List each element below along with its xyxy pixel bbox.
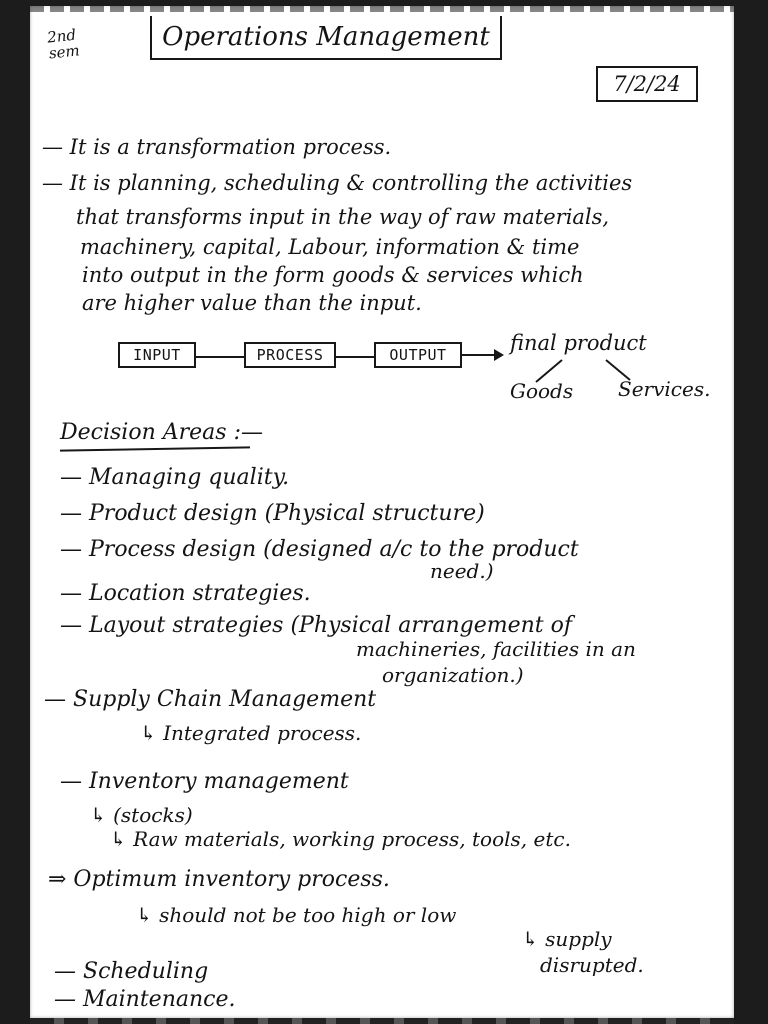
decision-item-scheduling: — Scheduling	[54, 959, 209, 984]
decision-areas-heading: Decision Areas :—	[60, 420, 263, 445]
page-title: Operations Management	[150, 16, 502, 60]
decision-item-location: — Location strategies.	[60, 581, 311, 606]
decision-item-layout: — Layout strategies (Physical arrangement of	[60, 613, 573, 638]
date-box: 7/2/24	[596, 66, 698, 102]
semester-note	[46, 26, 80, 61]
decision-item-supply-chain: — Supply Chain Management	[44, 687, 377, 712]
semester-number: 2nd	[46, 25, 77, 47]
goods-label: Goods	[510, 379, 574, 403]
final-product-label: final product	[510, 331, 647, 355]
decision-item-process-design: — Process design (designed a/c to the product	[60, 537, 579, 562]
decision-item-quality: — Managing quality.	[60, 465, 290, 490]
decision-item-inventory: — Inventory management	[60, 769, 349, 794]
definition-line-3: that transforms input in the way of raw materials,	[76, 205, 610, 229]
decision-item-optimum-inventory: ⇒ Optimum inventory process.	[48, 867, 390, 892]
decision-item-layout-cont-1: machineries, facilities in an	[356, 637, 636, 661]
decision-item-maintenance: — Maintenance.	[54, 987, 236, 1012]
definition-line-4: machinery, capital, Labour, information & time	[80, 235, 580, 259]
heading-underline	[60, 446, 250, 451]
decision-item-supply-chain-note: ↳ Integrated process.	[140, 721, 362, 745]
decision-item-layout-cont-2: organization.)	[382, 663, 524, 687]
definition-line-5: into output in the form goods & services which	[82, 263, 584, 287]
decision-item-inventory-stocks: ↳ (stocks)	[90, 803, 193, 827]
definition-line-2: — It is planning, scheduling & controlling the activities	[42, 171, 633, 195]
flow-connector-1	[196, 356, 244, 358]
flow-connector-2	[336, 356, 374, 358]
flow-output-box: OUTPUT	[374, 342, 462, 368]
definition-line-1: — It is a transformation process.	[42, 135, 392, 159]
decision-item-process-design-cont: need.)	[430, 559, 494, 583]
semester-label: sem	[47, 41, 81, 63]
services-label: Services.	[618, 377, 711, 401]
decision-item-supply-note-cont: disrupted.	[540, 953, 644, 977]
notebook-page	[30, 6, 734, 1018]
flow-connector-3	[462, 354, 496, 356]
flow-process-box: PROCESS	[244, 342, 336, 368]
flow-input-box: INPUT	[118, 342, 196, 368]
definition-line-6: are higher value than the input.	[82, 291, 422, 315]
page-bottom-edge	[30, 1018, 734, 1024]
decision-item-supply-note: ↳ supply	[522, 927, 612, 951]
decision-item-inventory-examples: ↳ Raw materials, working process, tools, etc.	[110, 827, 571, 851]
decision-item-optimum-note: ↳ should not be too high or low	[136, 903, 457, 927]
decision-item-product-design: — Product design (Physical structure)	[60, 501, 485, 526]
